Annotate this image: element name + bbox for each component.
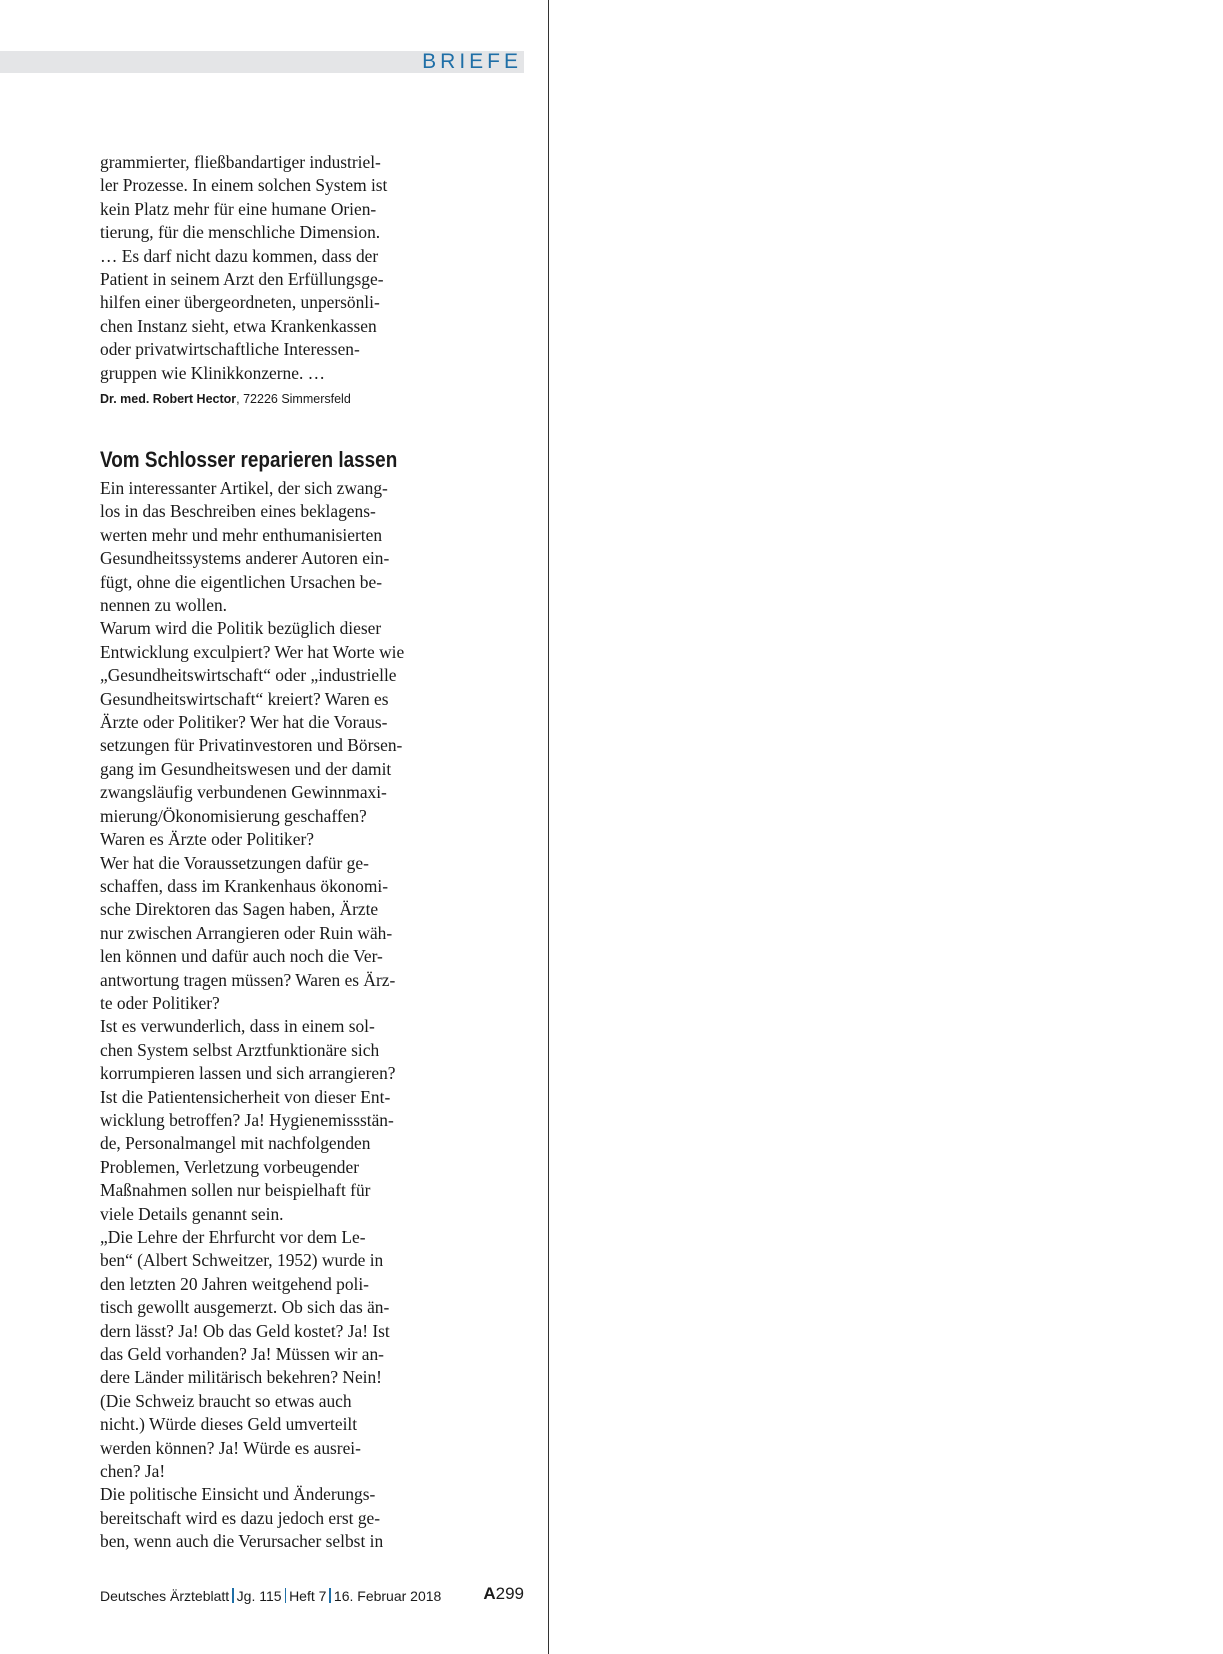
text-line: Ist die Patientensicherheit von dieser Ent-	[100, 1086, 391, 1107]
text-line: hilfen einer übergeordneten, unpersönli-	[100, 292, 380, 313]
text-line: „Gesundheitswirtschaft“ oder „industrielle	[100, 665, 397, 686]
text-line: nennen zu wollen.	[100, 595, 228, 616]
text-line: kein Platz mehr für eine humane Orien-	[100, 198, 377, 219]
journal-date: 16. Februar 2018	[333, 1588, 442, 1604]
text-line: gruppen wie Klinikkonzerne. …	[100, 362, 326, 383]
text-line: den letzten 20 Jahren weitgehend poli-	[100, 1273, 369, 1294]
journal-name: Deutsches Ärzteblatt	[100, 1588, 230, 1604]
letter-2-body	[100, 477, 432, 1554]
text-line: sche Direktoren das Sagen haben, Ärzte	[100, 899, 379, 920]
text-line: Warum wird die Politik bezüglich dieser	[100, 618, 382, 639]
page-prefix: A	[483, 1584, 496, 1603]
footer-separator	[285, 1588, 287, 1603]
text-line: Ärzte oder Politiker? Wer hat die Voraus-	[100, 712, 388, 733]
text-line: Ein interessanter Artikel, der sich zwang-	[100, 478, 388, 498]
page-number	[483, 1583, 524, 1605]
text-line: Maßnahmen sollen nur beispielhaft für	[100, 1180, 371, 1201]
text-line: Waren es Ärzte oder Politiker?	[100, 829, 314, 850]
text-line: werden können? Ja! Würde es ausrei-	[100, 1437, 361, 1458]
text-line: ben“ (Albert Schweitzer, 1952) wurde in	[100, 1250, 384, 1271]
text-line: … Es darf nicht dazu kommen, dass der	[100, 245, 379, 266]
text-line: werten mehr und mehr enthumanisierten	[100, 524, 383, 545]
text-line: chen Instanz sieht, etwa Krankenkassen	[100, 315, 377, 336]
letter-1-body	[100, 151, 432, 408]
text-line: tierung, für die menschliche Dimension.	[100, 222, 381, 243]
text-line: zwangsläufig verbundenen Gewinnmaxi-	[100, 782, 387, 803]
text-line: tisch gewollt ausgemerzt. Ob sich das än-	[100, 1297, 390, 1318]
text-line: setzungen für Privatinvestoren und Börsen-	[100, 735, 403, 756]
letter-2-heading: Vom Schlosser reparieren lassen	[100, 447, 398, 472]
letter-1-text	[100, 151, 432, 385]
footer-separator	[329, 1588, 331, 1603]
text-line: nur zwischen Arrangieren oder Ruin wäh-	[100, 922, 393, 943]
text-line: Entwicklung exculpiert? Wer hat Worte wie	[100, 641, 405, 662]
footer-separator	[232, 1588, 234, 1603]
text-line: bereitschaft wird es dazu jedoch erst ge-	[100, 1507, 381, 1528]
text-line: len können und dafür auch noch die Ver-	[100, 946, 383, 967]
text-line: ben, wenn auch die Verursacher selbst in	[100, 1531, 384, 1552]
journal-volume: Jg. 115	[236, 1588, 282, 1604]
text-line: das Geld vorhanden? Ja! Müssen wir an-	[100, 1344, 384, 1365]
text-line: los in das Beschreiben eines beklagens-	[100, 501, 376, 522]
text-line: Wer hat die Voraussetzungen dafür ge-	[100, 852, 369, 873]
text-line: grammierter, fließbandartiger industriel-	[100, 152, 381, 172]
text-line: „Die Lehre der Ehrfurcht vor dem Le-	[100, 1227, 366, 1247]
text-line: dern lässt? Ja! Ob das Geld kostet? Ja! Ist	[100, 1320, 390, 1341]
column-divider	[548, 0, 549, 1654]
section-label: BRIEFE	[422, 50, 522, 73]
signature-place: , 72226 Simmersfeld	[236, 392, 351, 407]
text-line: Die politische Einsicht und Änderungs-	[100, 1484, 376, 1505]
text-line: de, Personalmangel mit nachfolgenden	[100, 1133, 371, 1154]
text-line: oder privatwirtschaftliche Interessen-	[100, 339, 360, 360]
text-line: nicht.) Würde dieses Geld umverteilt	[100, 1414, 358, 1435]
signature-name: Dr. med. Robert Hector	[100, 392, 237, 407]
text-line: Problemen, Verletzung vorbeugender	[100, 1156, 360, 1177]
text-line: antwortung tragen müssen? Waren es Ärz-	[100, 969, 396, 990]
text-line: chen System selbst Arztfunktionäre sich	[100, 1039, 380, 1060]
text-line: Ist es verwunderlich, dass in einem sol-	[100, 1016, 375, 1037]
journal-issue: Heft 7	[289, 1588, 327, 1604]
text-line: korrumpieren lassen und sich arrangieren?	[100, 1063, 396, 1084]
text-line: wicklung betroffen? Ja! Hygienemissstän-	[100, 1109, 394, 1130]
page-footer	[100, 1585, 524, 1607]
text-line: chen? Ja!	[100, 1461, 166, 1482]
text-line: Gesundheitswirtschaft“ kreiert? Waren es	[100, 688, 389, 709]
page-number-value: 299	[495, 1584, 524, 1603]
text-line: Gesundheitssystems anderer Autoren ein-	[100, 548, 390, 569]
section-header-bar	[0, 51, 524, 73]
text-line: Patient in seinem Arzt den Erfüllungsge-	[100, 269, 384, 290]
text-line: mierung/Ökonomisierung geschaffen?	[100, 805, 367, 826]
letter-1-signature	[100, 390, 432, 408]
text-line: dere Länder militärisch bekehren? Nein!	[100, 1367, 382, 1388]
text-line: te oder Politiker?	[100, 992, 220, 1013]
text-line: ler Prozesse. In einem solchen System ist	[100, 175, 388, 196]
text-line: (Die Schweiz braucht so etwas auch	[100, 1390, 352, 1411]
text-line: viele Details genannt sein.	[100, 1203, 284, 1224]
text-line: fügt, ohne die eigentlichen Ursachen be-	[100, 571, 383, 592]
text-line: schaffen, dass im Krankenhaus ökonomi-	[100, 875, 389, 896]
text-line: gang im Gesundheitswesen und der damit	[100, 758, 392, 779]
